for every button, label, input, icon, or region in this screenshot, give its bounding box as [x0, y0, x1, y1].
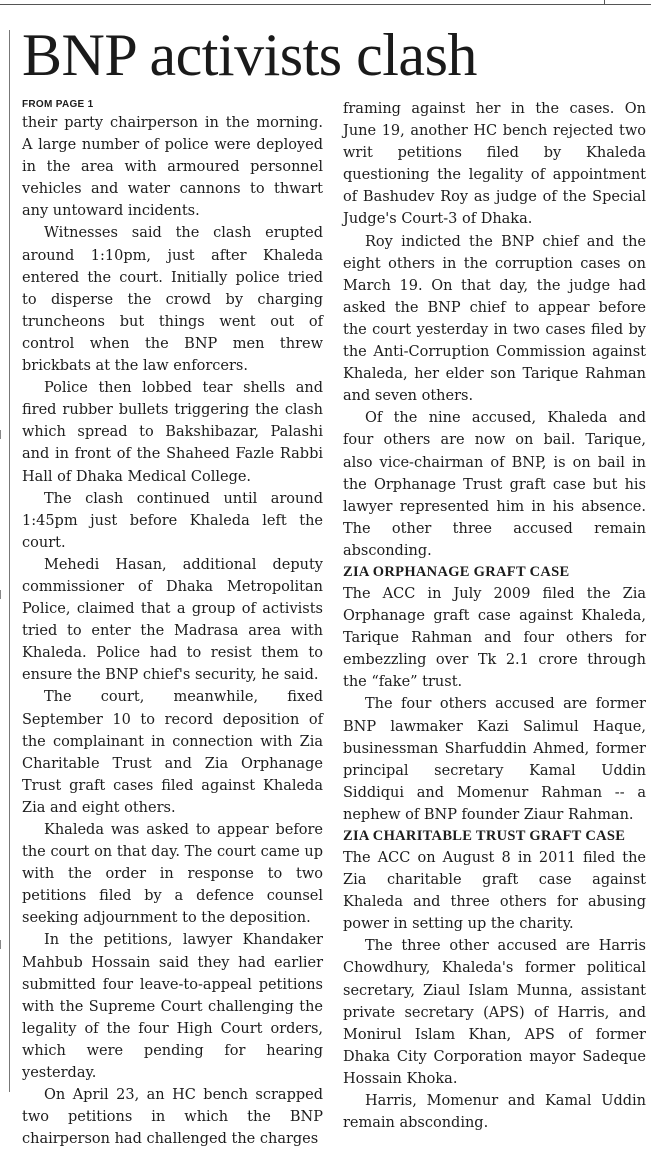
paragraph: Khaleda was asked to appear before the court on that day. The court came up with the order in response to two petitions filed by a defence counsel seeking adjournment to the deposition.	[22, 822, 323, 927]
paragraph: The clash continued until around 1:45pm just before Khaleda left the court.	[22, 490, 323, 551]
column-1-body	[22, 112, 323, 1150]
headline: BNP activists clash	[22, 22, 477, 88]
paragraph: The ACC in July 2009 filed the Zia Orphanage graft case against Khaleda, Tarique Rahman and four others for embezzling over Tk 2.1 crore through the “fake” trust.	[343, 585, 646, 691]
paragraph: Of the nine accused, Khaleda and four others are now on bail. Tarique, also vice-chairman of BNP, is on bail in the Orphanage Trust graft case but his lawyer represented him in his absence. The other three accused remain absconding.	[343, 410, 646, 559]
fold-mark	[0, 940, 5, 949]
paragraph: Witnesses said the clash erupted around 1:10pm, just after Khaleda entered the court. Initially police tried to disperse the crowd by charging truncheons but things went out of control when the BNP men threw brickbats at the law enforcers.	[22, 225, 323, 375]
fold-mark	[0, 430, 5, 439]
paragraph: The court, meanwhile, fixed September 10 to record deposition of the complainant in connection with Zia Charitable Trust and Zia Orphanage Trust graft cases filed against Khaleda Zia and eight others.	[22, 689, 323, 816]
paragraph: Police then lobbed tear shells and fired rubber bullets triggering the clash which spread to Bakshibazar, Palashi and in front of the Shaheed Fazle Rabbi Hall of Dhaka Medical College.	[22, 380, 323, 485]
top-rule-tick	[604, 0, 605, 4]
subheading: ZIA ORPHANAGE GRAFT CASE	[343, 563, 570, 580]
column-2-body	[343, 98, 646, 1134]
paragraph: In the petitions, lawyer Khandaker Mahbub Hossain said they had earlier submitted four leave-to-appeal petitions with the Supreme Court challenging the legality of the four High Court orders, which were pending for hearing yesterday.	[22, 932, 323, 1082]
article-column-2	[343, 98, 646, 1132]
paragraph: framing against her in the cases. On June 19, another HC bench rejected two writ petitions filed by Khaleda questioning the legality of appointment of Bashudev Roy as judge of the Special Judge's Court-3 of Dhaka.	[343, 101, 646, 228]
column-rule	[9, 30, 10, 1092]
paragraph: Mehedi Hasan, additional deputy commissioner of Dhaka Metropolitan Police, claimed that a group of activists tried to enter the Madrasa area with Khaleda. Police had to resist them to ensure the BNP chief's security, he said.	[22, 556, 323, 684]
subheading: ZIA CHARITABLE TRUST GRAFT CASE	[343, 828, 626, 844]
paragraph: their party chairperson in the morning. A large number of police were deployed in the area with armoured personnel vehicles and water cannons to thwart any untoward incidents.	[22, 115, 323, 220]
paragraph: The three other accused are Harris Chowdhury, Khaleda's former political secretary, Ziaul Islam Munna, assistant private secretary (APS) of Harris, and Monirul Islam Khan, APS of former Dhaka City Corporation mayor Sadeque Hossain Khoka.	[343, 938, 646, 1087]
paragraph: Harris, Momenur and Kamal Uddin remain absconding.	[343, 1093, 646, 1132]
paragraph: The ACC on August 8 in 2011 filed the Zia charitable graft case against Khaleda and three others for abusing power in setting up the charity.	[343, 850, 646, 933]
paragraph: The four others accused are former BNP lawmaker Kazi Salimul Haque, businessman Sharfuddin Ahmed, former principal secretary Kamal Uddin Siddiqui and Momenur Rahman -- a nephew of BNP founder Ziaur Rahman.	[343, 696, 646, 823]
paragraph: Roy indicted the BNP chief and the eight others in the corruption cases on March 19. On that day, the judge had asked the BNP chief to appear before the court yesterday in two cases filed by the Anti-Corruption Commission against Khaleda, her elder son Tarique Rahman and seven others.	[343, 233, 646, 405]
paragraph: On April 23, an HC bench scrapped two petitions in which the BNP chairperson had challenged the charges	[22, 1087, 323, 1148]
fold-mark	[0, 590, 5, 599]
article-column-1	[22, 98, 323, 1148]
top-rule	[0, 0, 651, 5]
kicker: FROM PAGE 1	[22, 99, 94, 110]
